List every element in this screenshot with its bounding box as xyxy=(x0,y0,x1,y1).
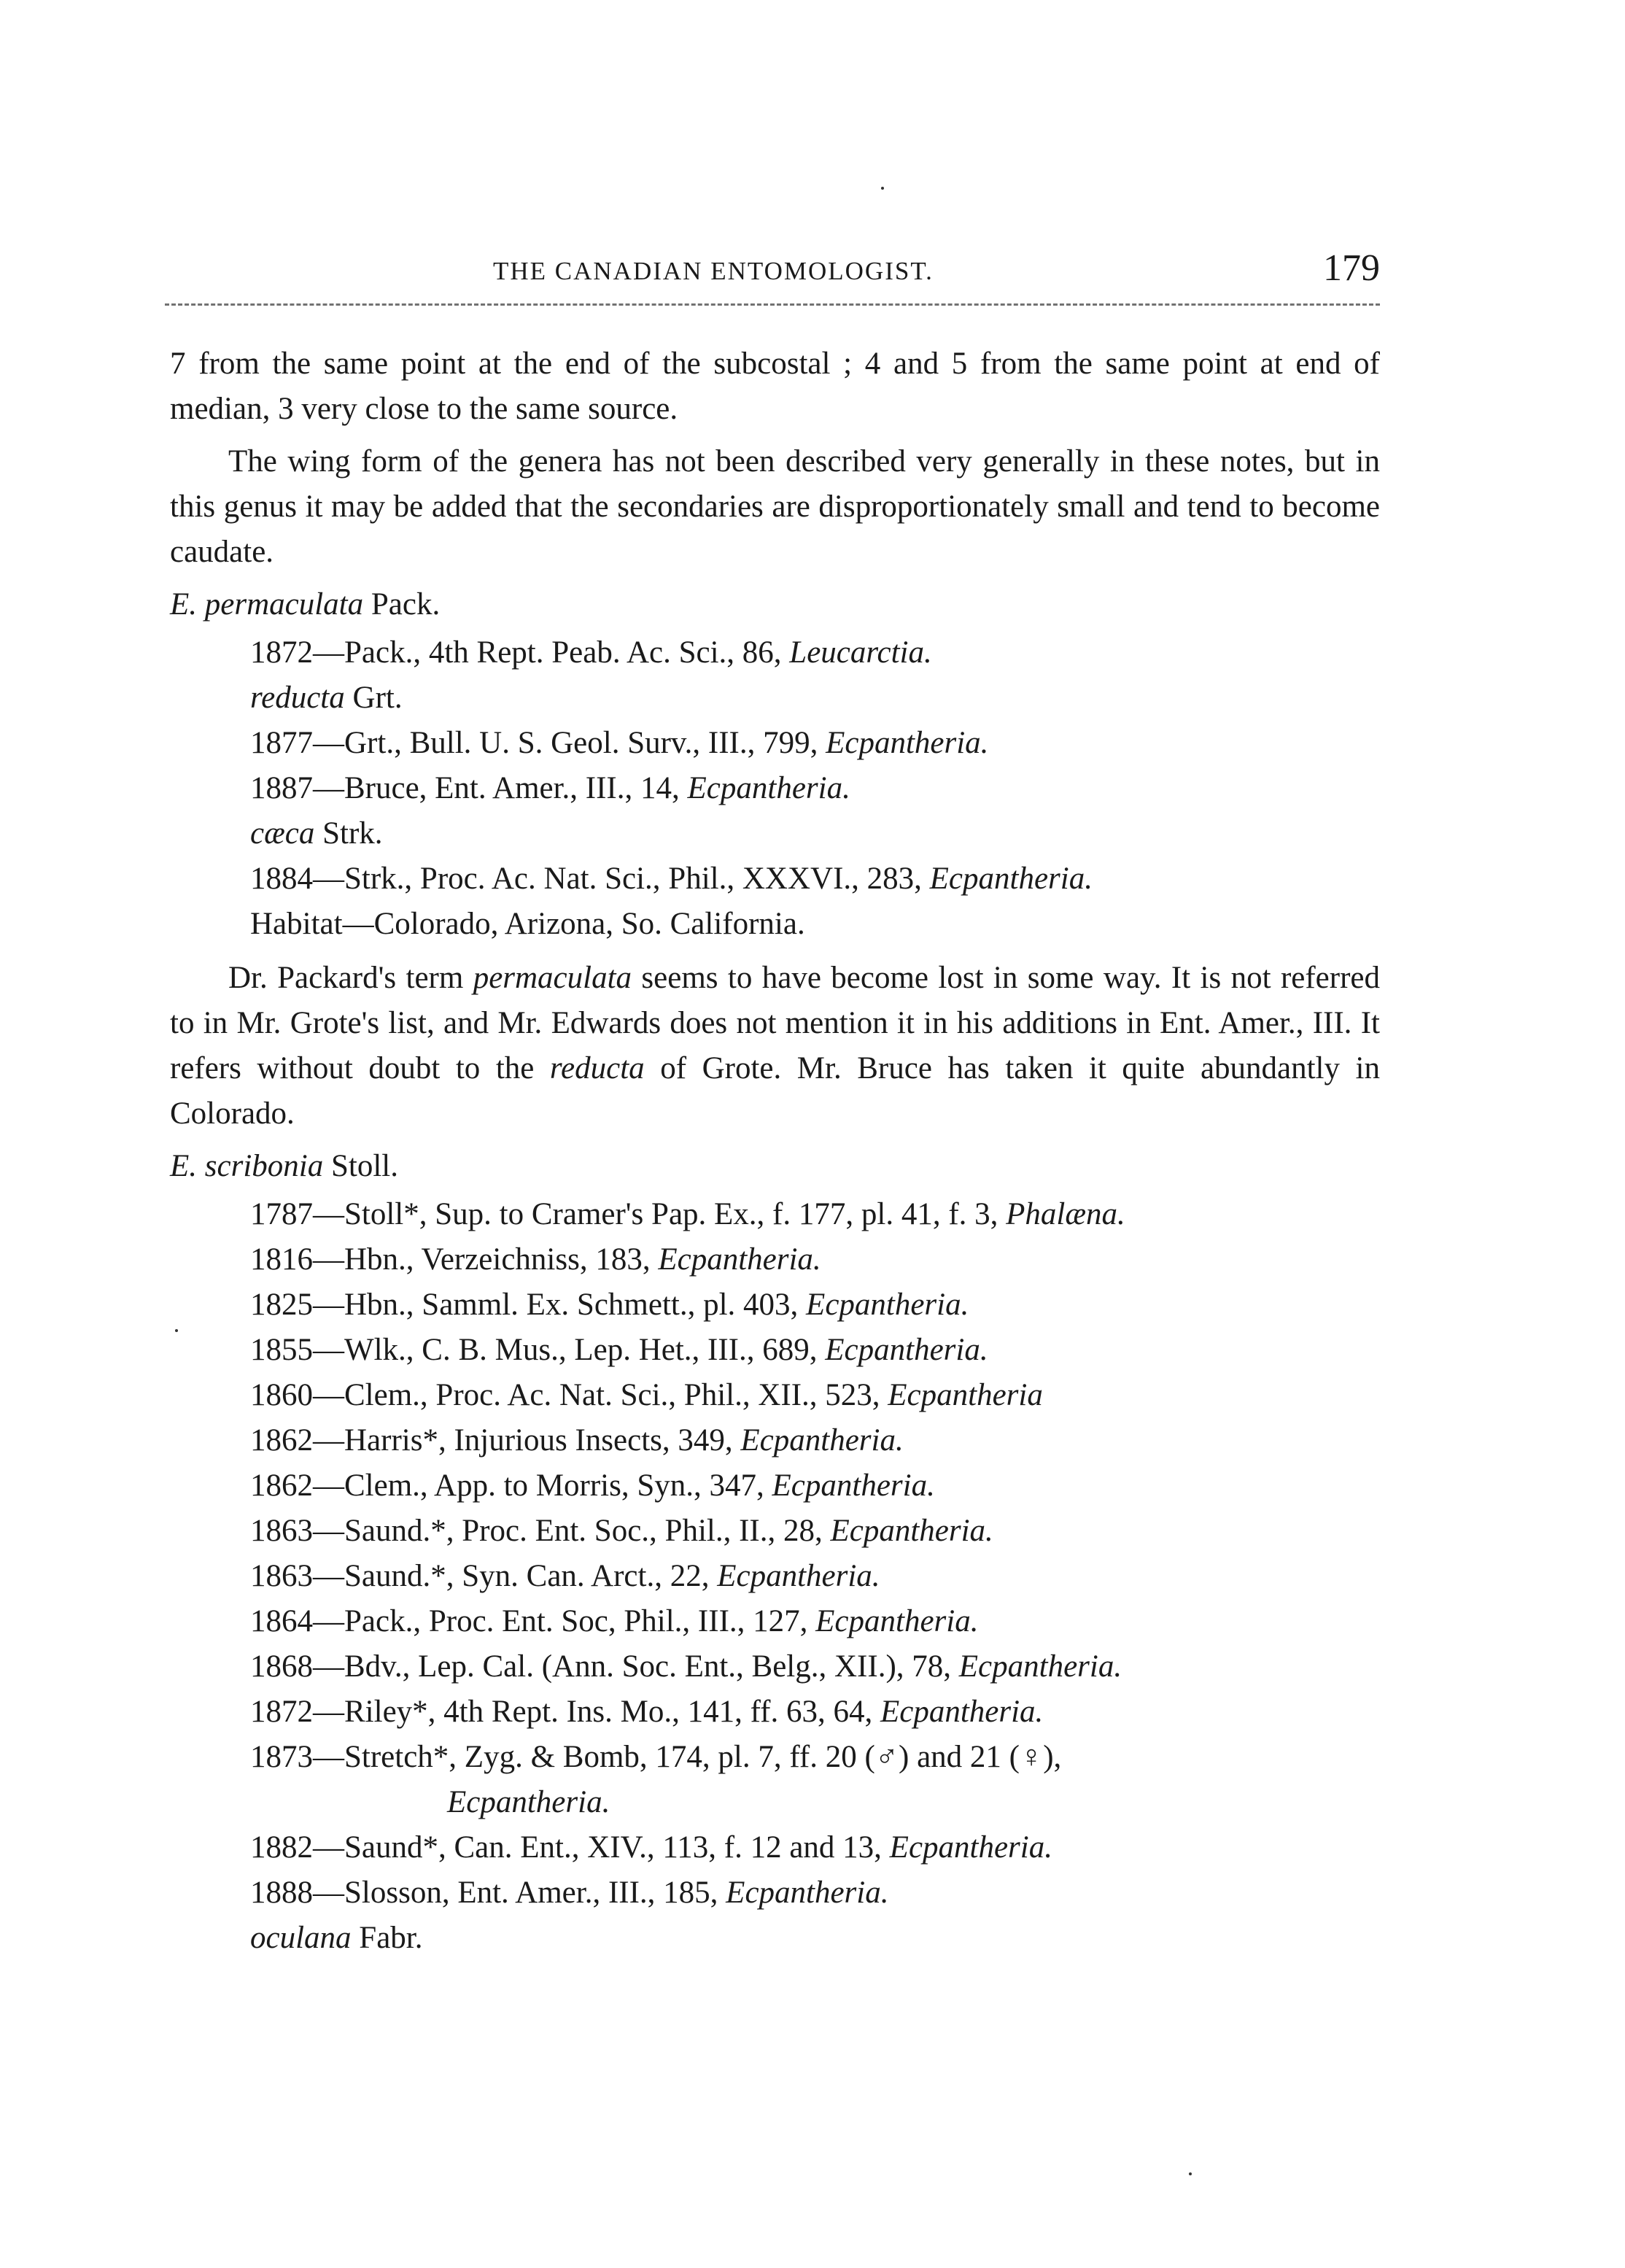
citation: 1816—Hbn., Verzeichniss, 183, Ecpantheria. xyxy=(250,1242,821,1277)
citation: 1862—Harris*, Injurious Insects, 349, Ecpantheria. xyxy=(250,1423,904,1458)
speck xyxy=(175,1329,178,1332)
page-header xyxy=(165,247,1380,312)
citation: 1882—Saund*, Can. Ent., XIV., 113, f. 12 and 13, Ecpantheria. xyxy=(250,1830,1052,1865)
species-heading-scribonia: E. scribonia Stoll. xyxy=(170,1149,398,1183)
citation: 1860—Clem., Proc. Ac. Nat. Sci., Phil., XII., 523, Ecpantheria xyxy=(250,1378,1043,1412)
citation: 1864—Pack., Proc. Ent. Soc, Phil., III., 127, Ecpantheria. xyxy=(250,1604,979,1638)
citation: 1872—Riley*, 4th Rept. Ins. Mo., 141, ff. 63, 64, Ecpantheria. xyxy=(250,1695,1044,1729)
header-rule xyxy=(165,303,1380,306)
citation-continuation: Ecpantheria. xyxy=(447,1785,610,1819)
citation: 1877—Grt., Bull. U. S. Geol. Surv., III., 799, Ecpantheria. xyxy=(250,726,989,760)
running-title: THE CANADIAN ENTOMOLOGIST. xyxy=(493,257,934,285)
citation: 1868—Bdv., Lep. Cal. (Ann. Soc. Ent., Belg., XII.), 78, Ecpantheria. xyxy=(250,1649,1122,1684)
citation: 1863—Saund.*, Proc. Ent. Soc., Phil., II., 28, Ecpantheria. xyxy=(250,1514,993,1548)
speck xyxy=(1189,2172,1192,2175)
citation: 1887—Bruce, Ent. Amer., III., 14, Ecpantheria. xyxy=(250,771,850,805)
paragraph-packard-term: Dr. Packard's term permaculata seems to have become lost in some way. It is not referred to in Mr. Grote's list, and Mr. Edwards does not mention it in his additions in Ent. Amer., III. It refers without doubt to the reducta of Grote. Mr. Bruce has taken it quite abundantly in Colorado. xyxy=(170,961,1380,1131)
synonym: reducta Grt. xyxy=(250,681,403,715)
species-heading-permaculata: E. permaculata Pack. xyxy=(170,587,441,622)
page-number: 179 xyxy=(1323,247,1380,289)
citation: 1863—Saund.*, Syn. Can. Arct., 22, Ecpantheria. xyxy=(250,1559,880,1593)
citation: 1884—Strk., Proc. Ac. Nat. Sci., Phil., XXXVI., 283, Ecpantheria. xyxy=(250,862,1093,896)
citation: 1855—Wlk., C. B. Mus., Lep. Het., III., 689, Ecpantheria. xyxy=(250,1333,988,1367)
citation: 1872—Pack., 4th Rept. Peab. Ac. Sci., 86, Leucarctia. xyxy=(250,635,932,670)
citation: 1888—Slosson, Ent. Amer., III., 185, Ecpantheria. xyxy=(250,1876,889,1910)
speck xyxy=(881,187,884,190)
citation: 1873—Stretch*, Zyg. & Bomb, 174, pl. 7, ff. 20 (♂) and 21 (♀), xyxy=(250,1740,1062,1774)
citation: 1787—Stoll*, Sup. to Cramer's Pap. Ex., f. 177, pl. 41, f. 3, Phalæna. xyxy=(250,1197,1125,1231)
citation: 1825—Hbn., Samml. Ex. Schmett., pl. 403, Ecpantheria. xyxy=(250,1288,969,1322)
citation: 1862—Clem., App. to Morris, Syn., 347, Ecpantheria. xyxy=(250,1468,935,1503)
paragraph-wing-venation: 7 from the same point at the end of the subcostal ; 4 and 5 from the same point at end of median, 3 very close to the same source. xyxy=(170,347,1380,426)
habitat: Habitat—Colorado, Arizona, So. California. xyxy=(250,907,805,941)
body-text xyxy=(170,341,1380,1961)
paragraph-wing-form: The wing form of the genera has not been described very generally in these notes, but in this genus it may be added that the secondaries are disproportionately small and tend to become caudate. xyxy=(170,444,1380,569)
synonym: cæca Strk. xyxy=(250,816,383,851)
synonym-oculana: oculana Fabr. xyxy=(250,1921,423,1955)
